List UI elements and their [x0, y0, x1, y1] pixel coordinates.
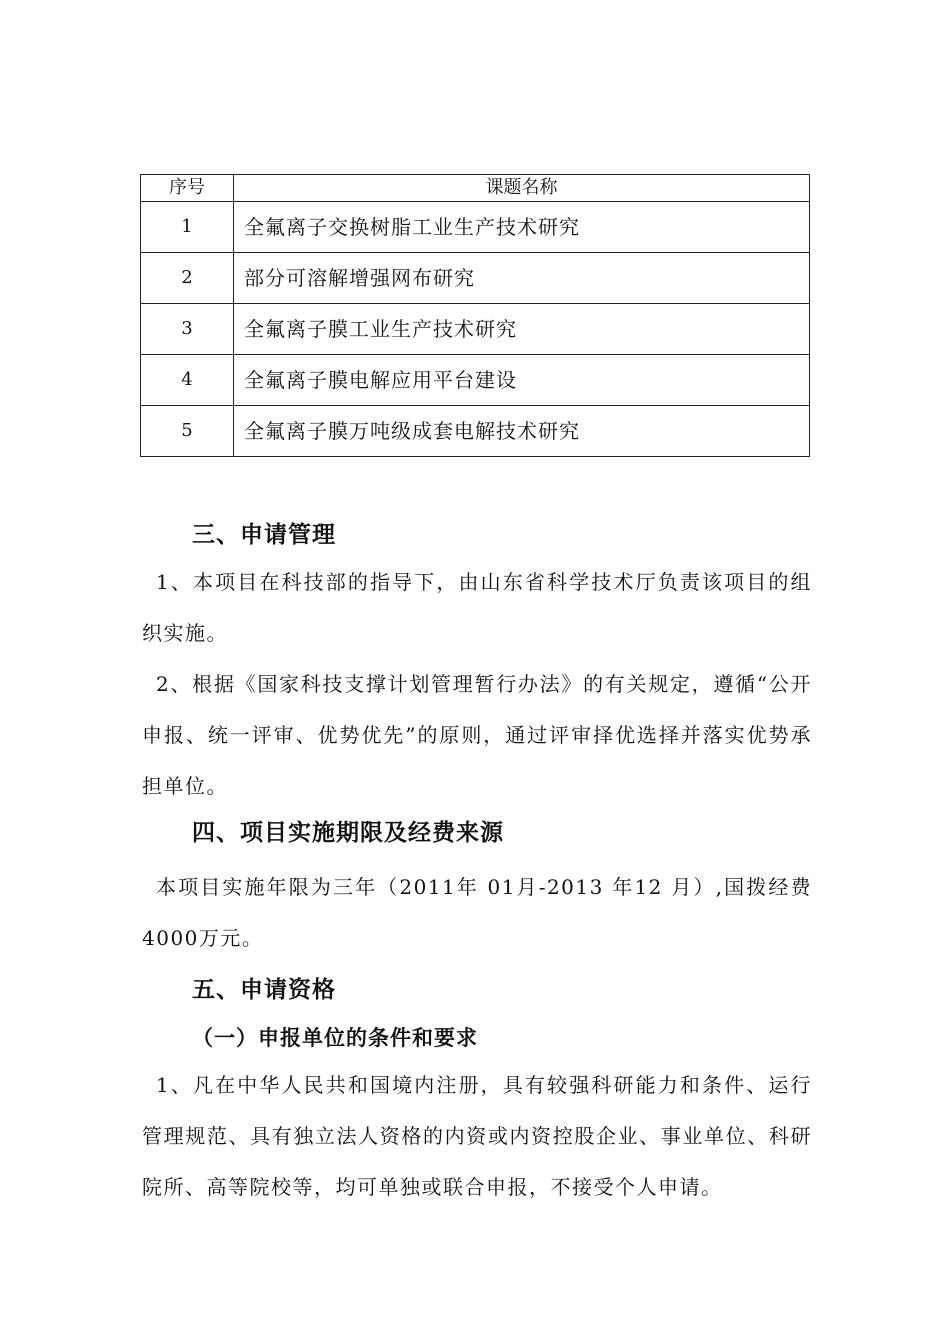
row-number: 4	[141, 355, 234, 406]
row-number: 1	[141, 202, 234, 253]
section-5-subheading-1: （一）申报单位的条件和要求	[192, 1026, 478, 1050]
row-topic-name: 全氟离子膜万吨级成套电解技术研究	[234, 406, 810, 457]
row-topic-name: 全氟离子膜电解应用平台建设	[234, 355, 810, 406]
table-row	[141, 253, 810, 304]
section-5-heading: 五、申请资格	[192, 977, 336, 1003]
section-3-paragraph-2: 2、根据《国家科技支撑计划管理暂行办法》的有关规定，遵循“公开申报、统一评审、优势优先”的原则，通过评审择优选择并落实优势承担单位。	[142, 672, 812, 798]
header-index: 序号	[141, 175, 234, 202]
table-row	[141, 202, 810, 253]
table-row	[141, 355, 810, 406]
row-topic-name: 全氟离子交换树脂工业生产技术研究	[234, 202, 810, 253]
section-4-heading: 四、项目实施期限及经费来源	[192, 820, 504, 846]
row-topic-name: 部分可溶解增强网布研究	[234, 253, 810, 304]
section-3-paragraph-1: 1、本项目在科技部的指导下，由山东省科学技术厅负责该项目的组织实施。	[142, 570, 812, 645]
section-5-paragraph-1: 1、凡在中华人民共和国境内注册，具有较强科研能力和条件、运行管理规范、具有独立法人资格的内资或内资控股企业、事业单位、科研院所、高等院校等，均可单独或联合申报，不接受个人申请。	[142, 1073, 812, 1199]
section-4-paragraph-1: 本项目实施年限为三年（2011年 01月-2013 年12 月）,国拨经费4000万元。	[142, 875, 812, 950]
table-row	[141, 304, 810, 355]
header-topic-name: 课题名称	[234, 175, 810, 202]
table-header-row	[141, 175, 810, 202]
section-3-heading: 三、申请管理	[192, 522, 336, 548]
row-number: 5	[141, 406, 234, 457]
row-topic-name: 全氟离子膜工业生产技术研究	[234, 304, 810, 355]
topics-table	[140, 174, 810, 457]
table-row	[141, 406, 810, 457]
row-number: 2	[141, 253, 234, 304]
row-number: 3	[141, 304, 234, 355]
